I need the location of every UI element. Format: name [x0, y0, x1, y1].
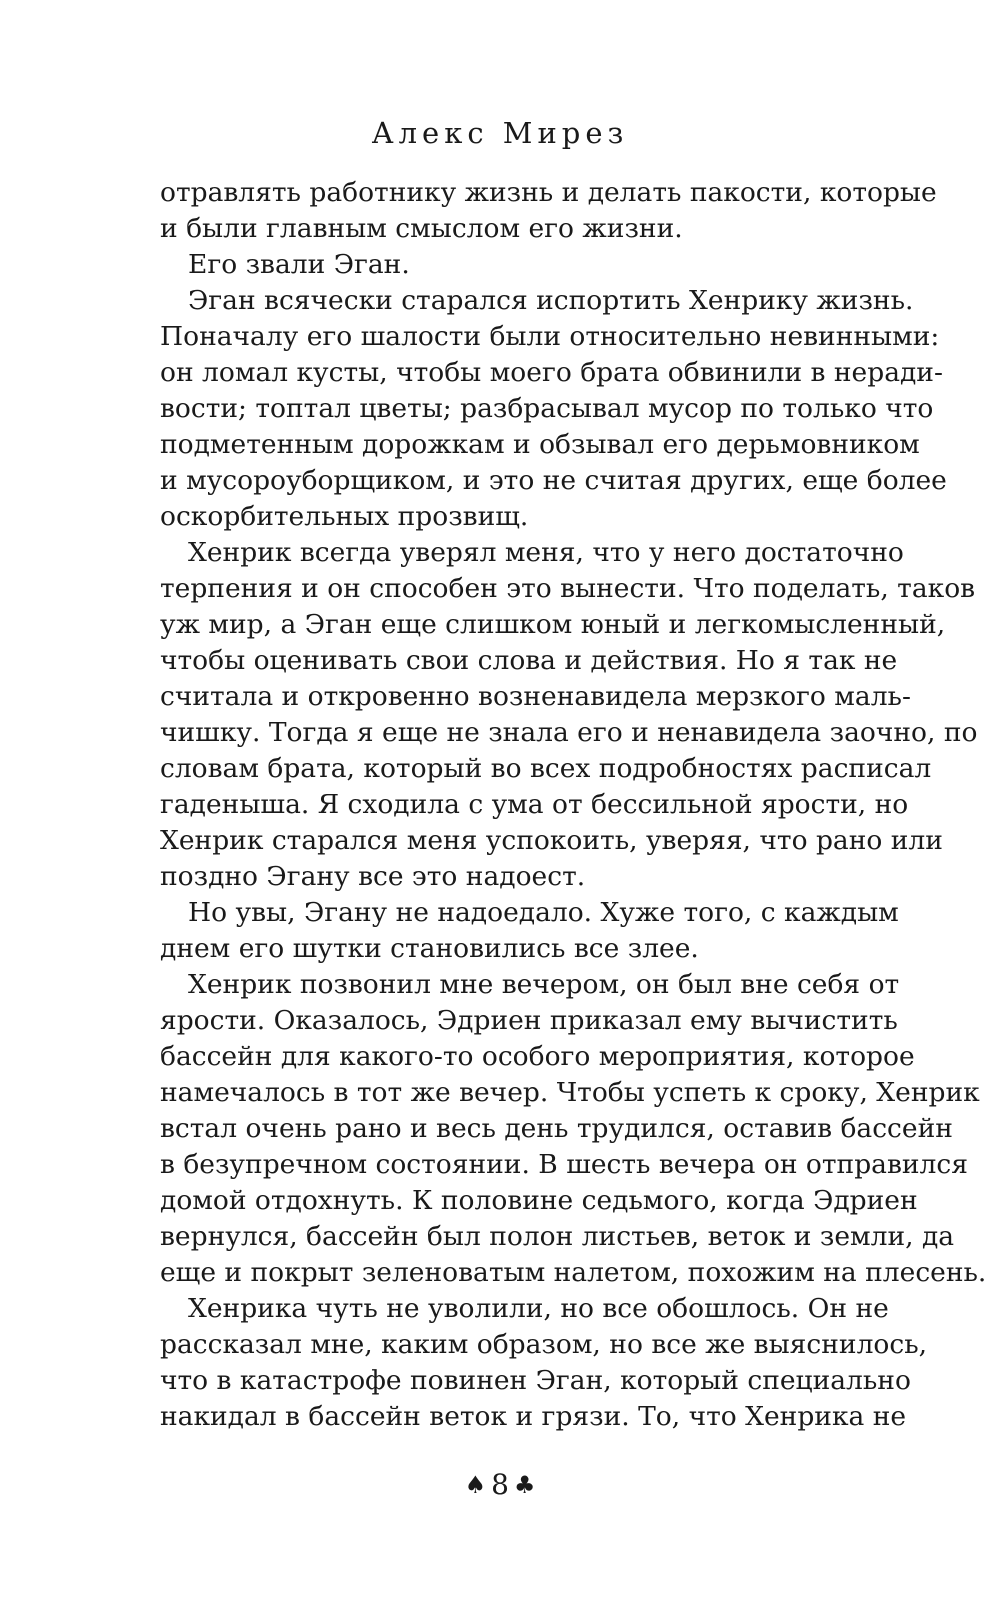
text-line: Но увы, Эгану не надоедало. Хуже того, с каждым: [188, 897, 899, 928]
body-text: [160, 175, 987, 1435]
text-line: днем его шутки становились все злее.: [160, 933, 699, 964]
text-line: Эган всячески старался испортить Хенрику жизнь.: [188, 285, 914, 316]
text-line: накидал в бассейн веток и грязи. То, что Хенрика не: [160, 1401, 907, 1432]
text-line: уж мир, а Эган еще слишком юный и легкомысленный,: [160, 609, 946, 640]
text-line: оскорбительных прозвищ.: [160, 501, 529, 532]
text-line: Хенрик всегда уверял меня, что у него достаточно: [188, 537, 904, 568]
page-number: 8: [491, 1468, 509, 1501]
text-line: ярости. Оказалось, Эдриен приказал ему вычистить: [160, 1005, 898, 1036]
text-line: в безупречном состоянии. В шесть вечера он отправился: [160, 1149, 968, 1180]
club-icon: ♣: [513, 1471, 536, 1499]
text-line: домой отдохнуть. К половине седьмого, когда Эдриен: [160, 1185, 918, 1216]
page-footer: [0, 1468, 1000, 1501]
text-line: вернулся, бассейн был полон листьев, веток и земли, да: [160, 1221, 955, 1252]
text-line: гаденыша. Я сходила с ума от бессильной ярости, но: [160, 789, 909, 820]
text-line: чишку. Тогда я еще не знала его и ненавидела заочно, по: [160, 717, 978, 748]
text-line: чтобы оценивать свои слова и действия. Но я так не: [160, 645, 898, 676]
text-line: и мусороуборщиком, и это не считая других, еще более: [160, 465, 947, 496]
text-line: подметенным дорожкам и обзывал его дерьмовником: [160, 429, 920, 460]
text-line: Хенрик позвонил мне вечером, он был вне себя от: [188, 969, 900, 1000]
text-line: отравлять работнику жизнь и делать пакости, которые: [160, 177, 937, 208]
text-line: Поначалу его шалости были относительно невинными:: [160, 321, 940, 352]
text-line: поздно Эгану все это надоест.: [160, 861, 586, 892]
text-line: он ломал кусты, чтобы моего брата обвинили в неради-: [160, 357, 943, 388]
text-line: терпения и он способен это вынести. Что поделать, таков: [160, 573, 976, 604]
text-line: еще и покрыт зеленоватым налетом, похожим на плесень.: [160, 1257, 987, 1288]
text-line: Хенрика чуть не уволили, но все обошлось. Он не: [188, 1293, 889, 1324]
text-line: считала и откровенно возненавидела мерзкого маль-: [160, 681, 911, 712]
text-line: рассказал мне, каким образом, но все же выяснилось,: [160, 1329, 928, 1360]
spade-icon: ♠: [464, 1471, 487, 1499]
text-line: бассейн для какого-то особого мероприятия, которое: [160, 1041, 915, 1072]
text-line: и были главным смыслом его жизни.: [160, 213, 683, 244]
text-line: Хенрик старался меня успокоить, уверяя, что рано или: [160, 825, 943, 856]
text-line: встал очень рано и весь день трудился, оставив бассейн: [160, 1113, 953, 1144]
text-line: что в катастрофе повинен Эган, который специально: [160, 1365, 911, 1396]
running-head: Алекс Мирез: [371, 116, 629, 150]
text-line: намечалось в тот же вечер. Чтобы успеть к сроку, Хенрик: [160, 1077, 980, 1108]
text-line: вости; топтал цветы; разбрасывал мусор по только что: [160, 393, 934, 424]
text-line: словам брата, который во всех подробностях расписал: [160, 753, 932, 784]
text-line: Его звали Эган.: [188, 249, 410, 280]
